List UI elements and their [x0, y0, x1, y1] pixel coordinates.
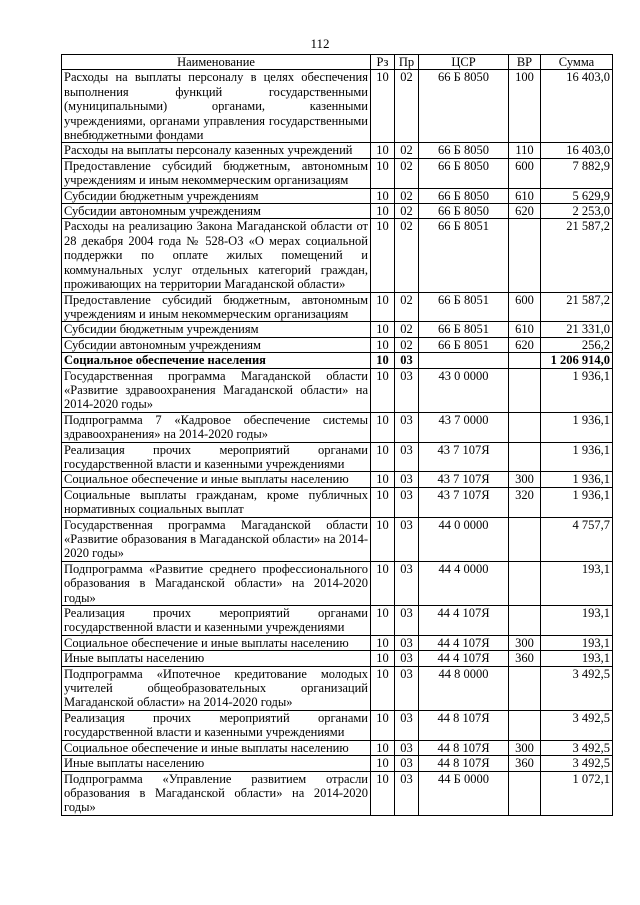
cell-sum: 193,1 — [541, 635, 613, 650]
cell-vr: 620 — [509, 337, 541, 352]
table-row — [62, 472, 613, 487]
cell-vr — [509, 412, 541, 442]
cell-pr: 03 — [395, 472, 419, 487]
cell-sum: 1 936,1 — [541, 487, 613, 517]
cell-rz: 10 — [371, 487, 395, 517]
table-row — [62, 292, 613, 322]
cell-name: Государственная программа Магаданской области «Развитие здравоохранения Магаданской области» на 2014-2020 годы» — [62, 368, 371, 412]
cell-csr: 66 Б 8050 — [419, 188, 509, 203]
table-body — [62, 70, 613, 815]
cell-csr: 44 8 107Я — [419, 740, 509, 755]
cell-csr: 43 0 0000 — [419, 368, 509, 412]
cell-vr: 320 — [509, 487, 541, 517]
cell-pr: 03 — [395, 487, 419, 517]
cell-pr: 02 — [395, 219, 419, 292]
cell-pr: 03 — [395, 651, 419, 666]
cell-sum: 21 587,2 — [541, 219, 613, 292]
table-row — [62, 353, 613, 368]
cell-vr — [509, 710, 541, 740]
cell-vr — [509, 353, 541, 368]
cell-rz: 10 — [371, 635, 395, 650]
table-row — [62, 412, 613, 442]
cell-vr: 100 — [509, 70, 541, 143]
cell-vr — [509, 561, 541, 605]
table-row — [62, 442, 613, 472]
cell-name: Расходы на выплаты персоналу в целях обеспечения выполнения функций государственными (муниципальными) органами, казенными учреждениями, органами управления государственными внебюджетными фондами — [62, 70, 371, 143]
table-row — [62, 651, 613, 666]
cell-pr: 02 — [395, 143, 419, 158]
budget-table — [61, 54, 613, 816]
cell-name: Субсидии автономным учреждениям — [62, 204, 371, 219]
cell-sum: 193,1 — [541, 606, 613, 636]
cell-name: Субсидии бюджетным учреждениям — [62, 188, 371, 203]
cell-name: Подпрограмма «Развитие среднего профессионального образования в Магаданской области» на 2014-2020 годы» — [62, 561, 371, 605]
table-row — [62, 635, 613, 650]
cell-vr: 300 — [509, 472, 541, 487]
cell-sum: 193,1 — [541, 561, 613, 605]
cell-csr: 66 Б 8050 — [419, 158, 509, 188]
cell-csr: 44 4 107Я — [419, 606, 509, 636]
cell-pr: 03 — [395, 666, 419, 710]
cell-pr: 02 — [395, 188, 419, 203]
cell-vr — [509, 442, 541, 472]
cell-pr: 02 — [395, 292, 419, 322]
cell-pr: 03 — [395, 561, 419, 605]
cell-sum: 1 206 914,0 — [541, 353, 613, 368]
cell-rz: 10 — [371, 756, 395, 771]
cell-sum: 1 936,1 — [541, 442, 613, 472]
cell-rz: 10 — [371, 158, 395, 188]
cell-name: Иные выплаты населению — [62, 651, 371, 666]
cell-csr: 44 4 107Я — [419, 635, 509, 650]
page-number: 112 — [310, 36, 330, 51]
cell-sum: 5 629,9 — [541, 188, 613, 203]
cell-rz: 10 — [371, 666, 395, 710]
cell-vr — [509, 517, 541, 561]
cell-pr: 03 — [395, 412, 419, 442]
cell-csr: 44 Б 0000 — [419, 771, 509, 815]
table-row — [62, 143, 613, 158]
cell-vr: 360 — [509, 756, 541, 771]
cell-pr: 03 — [395, 368, 419, 412]
cell-name: Подпрограмма «Ипотечное кредитование молодых учителей общеобразовательных организаций Магаданской области» на 2014-2020 годы» — [62, 666, 371, 710]
cell-rz: 10 — [371, 368, 395, 412]
cell-name: Социальные выплаты гражданам, кроме публичных нормативных социальных выплат — [62, 487, 371, 517]
cell-name: Социальное обеспечение и иные выплаты населению — [62, 472, 371, 487]
table-row — [62, 368, 613, 412]
cell-csr: 66 Б 8051 — [419, 219, 509, 292]
table-row — [62, 756, 613, 771]
cell-pr: 03 — [395, 517, 419, 561]
cell-name: Подпрограмма 7 «Кадровое обеспечение системы здравоохранения» на 2014-2020 годы» — [62, 412, 371, 442]
cell-name: Реализация прочих мероприятий органами государственной власти и казенными учреждениями — [62, 710, 371, 740]
cell-name: Предоставление субсидий бюджетным, автономным учреждениям и иным некоммерческим организациям — [62, 292, 371, 322]
cell-rz: 10 — [371, 740, 395, 755]
table-row — [62, 158, 613, 188]
cell-vr — [509, 219, 541, 292]
cell-pr: 02 — [395, 204, 419, 219]
cell-vr — [509, 771, 541, 815]
cell-pr: 03 — [395, 353, 419, 368]
cell-pr: 02 — [395, 70, 419, 143]
cell-sum: 2 253,0 — [541, 204, 613, 219]
cell-pr: 03 — [395, 442, 419, 472]
cell-sum: 1 072,1 — [541, 771, 613, 815]
cell-sum: 193,1 — [541, 651, 613, 666]
cell-rz: 10 — [371, 771, 395, 815]
cell-csr: 43 7 107Я — [419, 487, 509, 517]
cell-csr — [419, 353, 509, 368]
cell-vr: 600 — [509, 158, 541, 188]
cell-rz: 10 — [371, 651, 395, 666]
cell-rz: 10 — [371, 337, 395, 352]
cell-rz: 10 — [371, 188, 395, 203]
cell-vr: 300 — [509, 635, 541, 650]
header-csr: ЦСР — [419, 55, 509, 70]
cell-csr: 66 Б 8051 — [419, 337, 509, 352]
cell-name: Реализация прочих мероприятий органами государственной власти и казенными учреждениями — [62, 442, 371, 472]
cell-name: Социальное обеспечение и иные выплаты населению — [62, 635, 371, 650]
cell-sum: 21 331,0 — [541, 322, 613, 337]
cell-sum: 3 492,5 — [541, 710, 613, 740]
cell-csr: 44 4 0000 — [419, 561, 509, 605]
cell-pr: 03 — [395, 710, 419, 740]
cell-sum: 1 936,1 — [541, 412, 613, 442]
cell-name: Реализация прочих мероприятий органами государственной власти и казенными учреждениями — [62, 606, 371, 636]
cell-pr: 03 — [395, 756, 419, 771]
cell-vr: 620 — [509, 204, 541, 219]
table-row — [62, 188, 613, 203]
cell-name: Социальное обеспечение населения — [62, 353, 371, 368]
cell-csr: 43 7 107Я — [419, 472, 509, 487]
table-row — [62, 204, 613, 219]
header-sum: Сумма — [541, 55, 613, 70]
header-vr: ВР — [509, 55, 541, 70]
cell-pr: 02 — [395, 158, 419, 188]
table-header-row — [62, 55, 613, 70]
cell-name: Государственная программа Магаданской области «Развитие образования в Магаданской области» на 2014-2020 годы» — [62, 517, 371, 561]
cell-rz: 10 — [371, 442, 395, 472]
cell-csr: 66 Б 8050 — [419, 143, 509, 158]
cell-csr: 44 8 107Я — [419, 756, 509, 771]
cell-name: Субсидии автономным учреждениям — [62, 337, 371, 352]
header-pr: Пр — [395, 55, 419, 70]
cell-rz: 10 — [371, 204, 395, 219]
cell-vr — [509, 666, 541, 710]
table-row — [62, 337, 613, 352]
cell-csr: 44 8 0000 — [419, 666, 509, 710]
cell-name: Расходы на реализацию Закона Магаданской области от 28 декабря 2004 года № 528-ОЗ «О мерах социальной поддержки по оплате жилых помещений и коммунальных услуг отдельных категорий граждан, проживающих на территории Магаданской области» — [62, 219, 371, 292]
cell-name: Субсидии бюджетным учреждениям — [62, 322, 371, 337]
header-rz: Рз — [371, 55, 395, 70]
table-row — [62, 219, 613, 292]
cell-vr: 360 — [509, 651, 541, 666]
cell-sum: 7 882,9 — [541, 158, 613, 188]
cell-pr: 03 — [395, 771, 419, 815]
cell-rz: 10 — [371, 292, 395, 322]
table-row — [62, 666, 613, 710]
cell-csr: 44 4 107Я — [419, 651, 509, 666]
cell-csr: 43 7 107Я — [419, 442, 509, 472]
table-row — [62, 561, 613, 605]
cell-rz: 10 — [371, 606, 395, 636]
header-name: Наименование — [62, 55, 371, 70]
cell-name: Иные выплаты населению — [62, 756, 371, 771]
cell-pr: 02 — [395, 322, 419, 337]
table-row — [62, 740, 613, 755]
cell-vr: 300 — [509, 740, 541, 755]
cell-vr — [509, 368, 541, 412]
cell-vr: 610 — [509, 322, 541, 337]
cell-sum: 1 936,1 — [541, 472, 613, 487]
cell-rz: 10 — [371, 143, 395, 158]
cell-rz: 10 — [371, 710, 395, 740]
cell-pr: 03 — [395, 635, 419, 650]
cell-rz: 10 — [371, 517, 395, 561]
cell-rz: 10 — [371, 219, 395, 292]
cell-rz: 10 — [371, 412, 395, 442]
table-row — [62, 771, 613, 815]
cell-sum: 4 757,7 — [541, 517, 613, 561]
cell-name: Подпрограмма «Управление развитием отрасли образования в Магаданской области» на 2014-2020 годы» — [62, 771, 371, 815]
cell-rz: 10 — [371, 70, 395, 143]
cell-pr: 02 — [395, 337, 419, 352]
table-row — [62, 517, 613, 561]
cell-sum: 3 492,5 — [541, 740, 613, 755]
cell-vr: 600 — [509, 292, 541, 322]
cell-sum: 21 587,2 — [541, 292, 613, 322]
cell-csr: 44 8 107Я — [419, 710, 509, 740]
cell-name: Предоставление субсидий бюджетным, автономным учреждениям и иным некоммерческим организациям — [62, 158, 371, 188]
table-row — [62, 710, 613, 740]
cell-sum: 16 403,0 — [541, 70, 613, 143]
cell-name: Расходы на выплаты персоналу казенных учреждений — [62, 143, 371, 158]
cell-name: Социальное обеспечение и иные выплаты населению — [62, 740, 371, 755]
cell-rz: 10 — [371, 561, 395, 605]
cell-csr: 43 7 0000 — [419, 412, 509, 442]
cell-vr: 610 — [509, 188, 541, 203]
cell-csr: 66 Б 8051 — [419, 292, 509, 322]
cell-sum: 3 492,5 — [541, 666, 613, 710]
cell-vr: 110 — [509, 143, 541, 158]
cell-rz: 10 — [371, 322, 395, 337]
cell-pr: 03 — [395, 606, 419, 636]
cell-rz: 10 — [371, 353, 395, 368]
cell-sum: 16 403,0 — [541, 143, 613, 158]
cell-sum: 256,2 — [541, 337, 613, 352]
table-row — [62, 487, 613, 517]
cell-pr: 03 — [395, 740, 419, 755]
table-row — [62, 322, 613, 337]
cell-csr: 66 Б 8050 — [419, 204, 509, 219]
table-row — [62, 70, 613, 143]
cell-csr: 66 Б 8051 — [419, 322, 509, 337]
cell-rz: 10 — [371, 472, 395, 487]
cell-sum: 3 492,5 — [541, 756, 613, 771]
cell-csr: 66 Б 8050 — [419, 70, 509, 143]
cell-csr: 44 0 0000 — [419, 517, 509, 561]
cell-sum: 1 936,1 — [541, 368, 613, 412]
cell-vr — [509, 606, 541, 636]
table-row — [62, 606, 613, 636]
